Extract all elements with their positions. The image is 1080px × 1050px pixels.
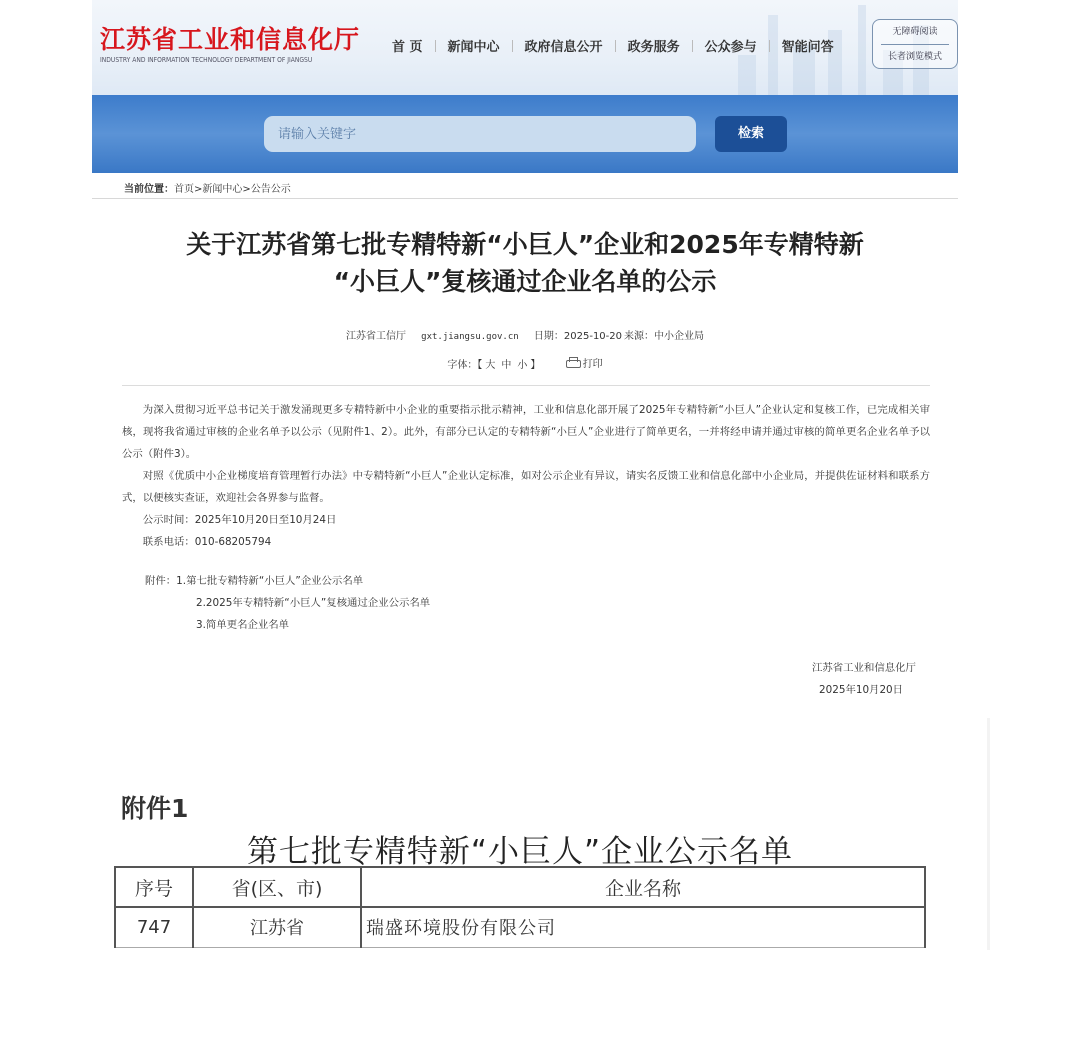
- breadcrumb-separator: >: [194, 184, 203, 195]
- font-size-small[interactable]: 小: [517, 360, 528, 371]
- accessible-reading-button[interactable]: 无障碍阅读: [892, 27, 938, 37]
- nav-news-center[interactable]: 新闻中心: [447, 40, 500, 55]
- article-site-url: gxt.jiangsu.gov.cn: [421, 332, 519, 342]
- announcement-period: 公示时间：2025年10月20日至10月24日: [142, 514, 337, 526]
- attachment-label: 附件1: [121, 794, 189, 823]
- breadcrumb: [124, 180, 291, 195]
- bracket-close: 】: [530, 360, 541, 371]
- site-logo-title[interactable]: 江苏省工业和信息化厅: [100, 25, 361, 54]
- article-title-line-1: 关于江苏省第七批专精特新“小巨人”企业和2025年专精特新: [186, 230, 864, 259]
- company-list-table: [114, 866, 926, 948]
- nav-divider: [512, 40, 513, 52]
- font-size-label: 字体：: [447, 360, 478, 371]
- column-header-province: 省(区、市): [193, 867, 361, 907]
- nav-divider: [615, 40, 616, 52]
- cell-province: 江苏省: [193, 907, 361, 947]
- elder-mode-button[interactable]: 长者浏览模式: [887, 52, 942, 62]
- nav-divider: [435, 40, 436, 52]
- column-header-number: 序号: [115, 867, 193, 907]
- breadcrumb-announcements[interactable]: 公告公示: [250, 184, 291, 195]
- nav-gov-info[interactable]: 政府信息公开: [524, 40, 603, 55]
- screenshot-edge-divider: [987, 718, 990, 950]
- cell-number: 747: [115, 907, 193, 947]
- signature-org: 江苏省工业和信息化厅: [812, 662, 916, 674]
- search-button[interactable]: 检索: [715, 116, 787, 152]
- nav-gov-services[interactable]: 政务服务: [627, 40, 680, 55]
- table-row: [115, 907, 925, 947]
- article-meta: [92, 327, 958, 342]
- attachments-label: 附件：: [145, 575, 177, 587]
- site-header: [92, 0, 958, 95]
- breadcrumb-label: 当前位置：: [124, 184, 174, 195]
- print-button[interactable]: [566, 355, 603, 370]
- search-input[interactable]: [264, 116, 696, 152]
- website-screenshot: [92, 0, 958, 700]
- article-body: [122, 399, 930, 553]
- attachment-title: 第七批专精特新“小巨人”企业公示名单: [246, 834, 794, 870]
- nav-divider: [692, 40, 693, 52]
- site-logo-subtitle: INDUSTRY AND INFORMATION TECHNOLOGY DEPARTMENT OF JIANGSU: [100, 56, 313, 64]
- bracket-open: 【: [477, 360, 483, 371]
- table-header-row: [115, 867, 925, 907]
- article-signature: [812, 657, 916, 701]
- attachment-link-3[interactable]: 3.简单更名企业名单: [196, 619, 290, 631]
- article-paragraph: 对照《优质中小企业梯度培育管理暂行办法》中专精特新“小巨人”企业认定标准，如对公示企业有异议，请实名反馈工业和信息化部中小企业局，并提供佐证材料和联系方式，以便核实查证，欢迎社会各界参与监督。: [122, 470, 930, 504]
- nav-public-participation[interactable]: 公众参与: [704, 40, 757, 55]
- contact-phone: 联系电话：010-68205794: [142, 536, 272, 548]
- column-header-company: 企业名称: [361, 867, 925, 907]
- nav-smart-qa[interactable]: 智能问答: [781, 40, 834, 55]
- article-title: [92, 226, 958, 300]
- font-size-medium[interactable]: 中: [501, 360, 512, 371]
- printer-icon: [566, 357, 579, 368]
- breadcrumb-news-center[interactable]: 新闻中心: [202, 184, 243, 195]
- breadcrumb-home[interactable]: 首页: [174, 184, 194, 195]
- article-title-line-2: “小巨人”复核通过企业名单的公示: [333, 267, 717, 296]
- article-paragraph: 为深入贯彻习近平总书记关于激发涌现更多专精特新中小企业的重要指示批示精神，工业和信息化部开展了2025年专精特新“小巨人”企业认定和复核工作，已完成相关审核，现将我省通过审核的企业名单予以公示（见附件1、2）。此外，有部分已认定的专精特新“小巨人”企业进行了简单更名，一并将经申请并通过审核的简单更名企业名单予以公示（附件3）。: [122, 404, 930, 460]
- breadcrumb-separator: >: [242, 184, 251, 195]
- attachments-list: [145, 570, 430, 636]
- article-publisher: 江苏省工信厅: [345, 331, 406, 342]
- article-date: 日期：2025-10-20: [533, 331, 623, 342]
- font-size-controls: [92, 355, 958, 371]
- article-source: 来源：中小企业局: [624, 331, 705, 342]
- font-size-large[interactable]: 大: [485, 360, 496, 371]
- print-label: 打印: [582, 359, 603, 370]
- nav-home[interactable]: 首 页: [392, 40, 423, 55]
- search-banner: [92, 95, 958, 173]
- cell-company: 瑞盛环境股份有限公司: [361, 907, 925, 947]
- reading-mode-box: [872, 19, 958, 69]
- attachment-link-2[interactable]: 2.2025年专精特新“小巨人”复核通过企业公示名单: [196, 597, 431, 609]
- main-nav: [392, 36, 834, 55]
- meta-divider: [122, 385, 930, 386]
- nav-divider: [769, 40, 770, 52]
- signature-date: 2025年10月20日: [819, 684, 904, 696]
- attachment-link-1[interactable]: 1.第七批专精特新“小巨人”企业公示名单: [176, 575, 364, 587]
- breadcrumb-divider: [92, 198, 958, 199]
